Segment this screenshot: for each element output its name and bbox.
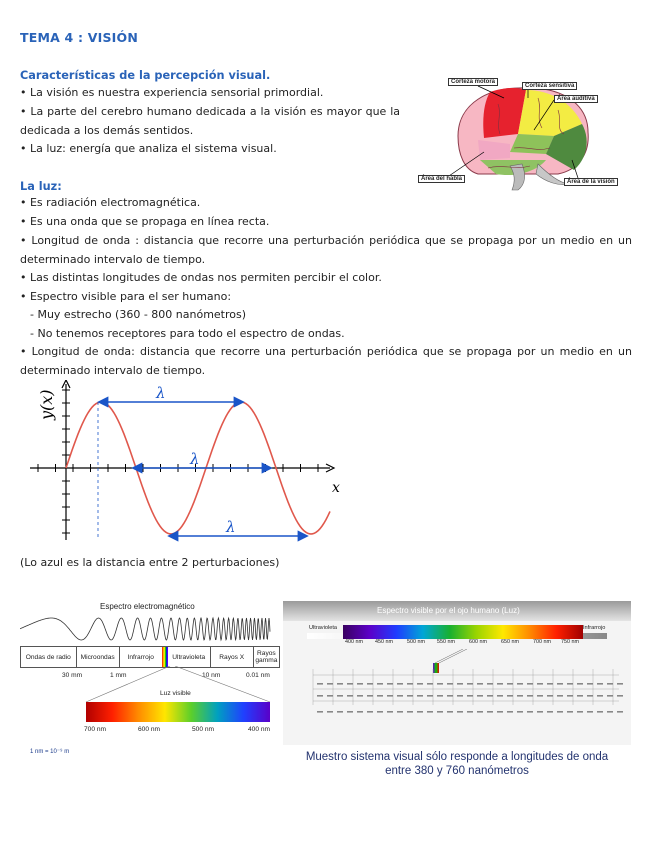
spectrum-caption [283,750,631,778]
scale-mark [377,683,383,685]
band-ultraviolet: Ultravioleta [168,647,211,667]
tick-500: 500 nm [407,639,425,645]
light-bullet-1: • Es radiación electromagnética. [20,196,201,209]
scale-mark [407,711,413,713]
tick-700: 700 nm [533,639,551,645]
scale-mark [417,695,423,697]
scale-mark [507,695,513,697]
nm-footnote: 1 nm = 10⁻⁹ m [30,749,70,755]
label-sensory-cortex: Corteza sensitiva [522,82,577,90]
scale-mark [427,683,433,685]
visible-600nm: 600 nm [138,726,160,733]
scale-mark [447,683,453,685]
scale-mark [427,695,433,697]
scale-mark [547,683,553,685]
lambda-label-middle: λ [190,450,200,468]
scale-mark [587,683,593,685]
scale-mark [487,711,493,713]
scale-mark [497,711,503,713]
scale-mark [327,711,333,713]
visible-500nm: 500 nm [192,726,214,733]
lambda-label-top: λ [156,384,166,402]
visible-spectrum-title: Espectro visible por el ojo humano (Luz) [377,606,520,615]
scale-mark [467,695,473,697]
light-sub-2: - No tenemos receptores para todo el espectro de ondas. [30,327,345,340]
em-scale-30mm: 30 mm [62,672,83,679]
bullet-3: • La luz: energía que analiza el sistema visual. [20,142,277,155]
scale-mark [537,683,543,685]
tick-400: 400 nm [345,639,363,645]
scale-mark [597,683,603,685]
scale-mark [367,711,373,713]
scale-mark [377,695,383,697]
scale-mark [437,711,443,713]
scale-mark [537,695,543,697]
scale-mark [397,683,403,685]
scale-mark [457,695,463,697]
scale-mark [557,711,563,713]
scale-mark [317,711,323,713]
scale-mark [467,683,473,685]
bullet-2: • La parte del cerebro humano dedicada a la visión es mayor que la dedicada a los demás sentidos. [20,105,400,137]
scale-mark [597,695,603,697]
scale-mark [337,711,343,713]
em-scale-10nm: 10 nm [202,672,221,679]
tick-450: 450 nm [375,639,393,645]
scale-mark [397,711,403,713]
scale-mark [497,683,503,685]
ir-label: Infrarrojo [583,625,606,631]
scale-mark [467,711,473,713]
em-wave-graphic [20,614,280,644]
light-bullet-2: • Es una onda que se propaga en línea recta. [20,215,270,228]
wave-plot [30,380,350,545]
scale-mark [417,711,423,713]
visible-light-label: Luz visible [160,690,191,697]
label-motor-cortex: Corteza motora [448,78,498,86]
band-radio: Ondas de radio [21,647,77,667]
section-heading-perception: Características de la percepción visual. [20,69,271,82]
scale-mark [557,695,563,697]
scale-mark [527,695,533,697]
band-infrared: Infrarrojo [127,653,154,661]
band-gamma: Rayos gamma [255,650,278,664]
scale-mark [387,711,393,713]
scale-mark [607,683,613,685]
em-spectrum-title: Espectro electromagnético [100,602,195,611]
scale-mark [447,711,453,713]
visible-tick-row [343,639,583,649]
scale-mark [317,683,323,685]
visible-700nm: 700 nm [84,726,106,733]
scale-mark [367,695,373,697]
scale-mark [347,683,353,685]
scale-mark [537,711,543,713]
band-microwave: Microondas [77,647,120,667]
spectrum-caption-line-2: entre 380 y 760 nanómetros [385,765,529,777]
scale-mark [397,695,403,697]
scale-mark [337,683,343,685]
brain-diagram [418,74,628,192]
light-sub-1: - Muy estrecho (360 - 800 nanómetros) [30,308,247,321]
scale-mark [387,683,393,685]
scale-mark [337,695,343,697]
scale-mark [597,711,603,713]
scale-mark [527,683,533,685]
scale-mark [487,683,493,685]
scale-mark [457,683,463,685]
scale-mark [497,695,503,697]
scale-mark [517,683,523,685]
scale-mark [347,695,353,697]
bullet-1: • La visión es nuestra experiencia sensorial primordial. [20,86,324,99]
scale-mark [357,695,363,697]
light-bullet-5: • Espectro visible para el ser humano: [20,290,232,303]
y-axis-label: y(x) [37,389,56,420]
uv-label: Ultravioleta [309,625,337,631]
scale-mark [327,695,333,697]
band-xray: Rayos X [211,647,254,667]
scale-mark [427,711,433,713]
scale-mark [407,695,413,697]
spectrum-scale-diagram [283,649,631,721]
x-axis-label: x [332,480,340,496]
em-scale-001nm: 0.01 nm [246,672,270,679]
scale-mark [547,695,553,697]
scale-mark [507,711,513,713]
tick-550: 550 nm [437,639,455,645]
scale-mark [587,695,593,697]
scale-mark [547,711,553,713]
visible-color-band [343,625,583,639]
scale-mark [557,683,563,685]
scale-mark [567,711,573,713]
scale-mark [457,711,463,713]
spectrum-caption-line-1: Muestro sistema visual sólo responde a longitudes de onda [305,751,609,763]
scale-mark [587,711,593,713]
scale-mark [407,683,413,685]
scale-mark [347,711,353,713]
tick-650: 650 nm [501,639,519,645]
scale-mark [617,683,623,685]
scale-mark [517,695,523,697]
scale-mark [507,683,513,685]
scale-mark [477,683,483,685]
scale-mark [477,695,483,697]
page-title: TEMA 4 : VISIÓN [20,30,138,45]
lambda-label-bottom: λ [226,518,236,536]
scale-mark [567,695,573,697]
visible-400nm: 400 nm [248,726,270,733]
scale-mark [377,711,383,713]
scale-mark [417,683,423,685]
label-speech-area: Área del habla [418,175,465,183]
scale-mark [567,683,573,685]
zoom-lines [20,666,280,706]
scale-mark [357,711,363,713]
tick-600: 600 nm [469,639,487,645]
scale-mark [447,695,453,697]
em-bands [20,646,280,668]
scale-mark [607,695,613,697]
scale-mark [577,683,583,685]
scale-mark [517,711,523,713]
scale-mark [357,683,363,685]
scale-mark [617,711,623,713]
em-scale-1mm: 1 mm [110,672,127,679]
light-bullet-6: • Longitud de onda: distancia que recorre una perturbación periódica que se propaga por un medio en un determinado intervalo de tiempo. [20,345,632,377]
wavelength-diagram [30,380,350,545]
visible-spectrum-figure [283,601,631,745]
scale-mark [577,711,583,713]
scale-mark [317,695,323,697]
scale-mark [367,683,373,685]
light-bullet-4: • Las distintas longitudes de ondas nos permiten percibir el color. [20,271,382,284]
scale-mark [437,695,443,697]
scale-mark [477,711,483,713]
scale-mark [437,683,443,685]
scale-mark [487,695,493,697]
section-heading-light: La luz: [20,180,62,193]
scale-mark [607,711,613,713]
light-bullet-3: • Longitud de onda : distancia que recorre una perturbación periódica que se propaga por un medio en un determinado intervalo de tiempo. [20,234,632,266]
scale-mark [327,683,333,685]
tick-750: 750 nm [561,639,579,645]
label-vision-area: Área de la visión [564,178,618,186]
wave-caption: (Lo azul es la distancia entre 2 perturbaciones) [20,556,280,569]
scale-mark [617,695,623,697]
scale-mark [577,695,583,697]
visible-spectrum-bar [86,702,270,722]
scale-mark [387,695,393,697]
scale-mark [527,711,533,713]
em-spectrum-figure [20,600,280,758]
label-auditory-area: Área auditiva [554,95,598,103]
